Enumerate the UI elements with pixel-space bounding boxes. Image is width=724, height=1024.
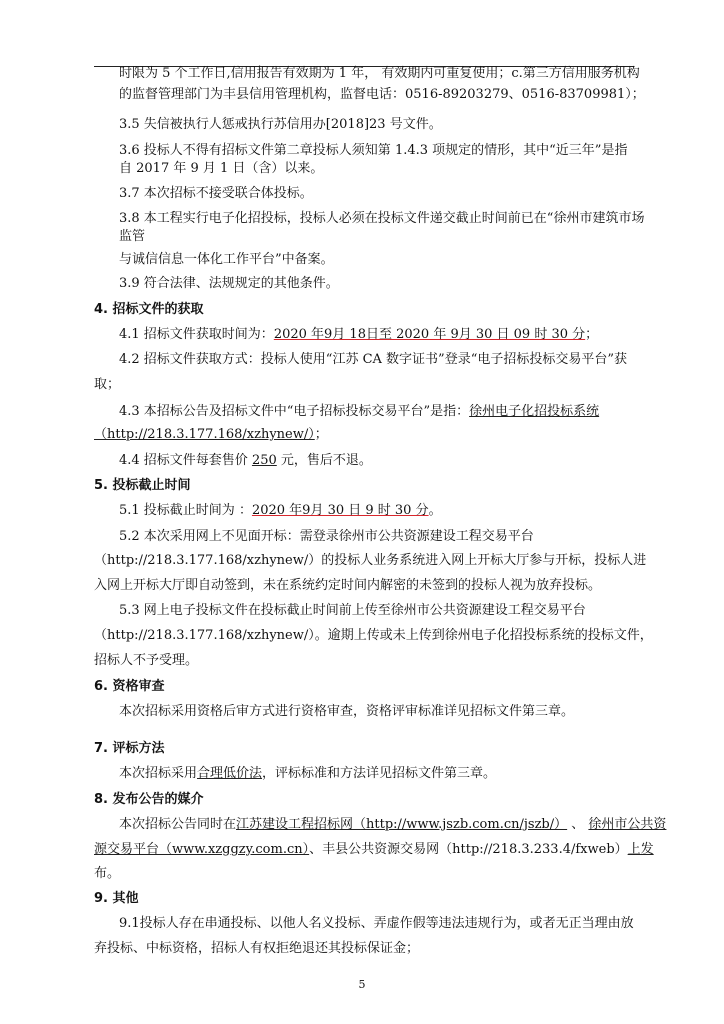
- text-line: 时限为 5 个工作日,信用报告有效期为 1 年， 有效期内可重复使用；c.第三方信用服务机构: [119, 66, 640, 81]
- text-line: 本次招标采用合理低价法，评标标准和方法详见招标文件第三章。: [119, 766, 497, 781]
- text-line: 的监督管理部门为丰县信用管理机构，监督电话：0516-89203279、0516-83709981）；: [119, 87, 645, 102]
- section-heading-5: 5. 投标截止时间: [94, 478, 191, 493]
- section-heading-4: 4. 招标文件的获取: [94, 302, 204, 317]
- page-number: 5: [358, 978, 366, 991]
- section-heading-9: 9. 其他: [94, 891, 139, 906]
- text-line: 4.3 本招标公告及招标文件中“电子招标投标交易平台”是指：徐州电子化招投标系统: [119, 404, 600, 419]
- text-line: （http://218.3.177.168/xzhynew/）；: [94, 427, 328, 442]
- section-heading-8: 8. 发布公告的媒介: [94, 792, 204, 807]
- text-line: 本次招标采用资格后审方式进行资格审查，资格评审标准详见招标文件第三章。: [119, 704, 575, 719]
- text-line: 取；: [94, 377, 121, 392]
- text-line: 自 2017 年 9 月 1 日（含）以来。: [119, 161, 324, 176]
- fxweb-tail: 上发: [627, 842, 654, 857]
- platform-url-link[interactable]: （http://218.3.177.168/xzhynew/）: [94, 427, 315, 442]
- section-heading-7: 7. 评标方法: [94, 741, 165, 756]
- jszb-link[interactable]: 江苏建设工程招标网（http://www.jszb.com.cn/jszb/）: [236, 817, 568, 832]
- evaluation-method: 合理低价法: [197, 766, 263, 781]
- text-line: 5.2 本次采用网上不见面开标：需登录徐州市公共资源建设工程交易平台: [119, 529, 534, 544]
- text-line: 3.6 投标人不得有招标文件第二章投标人须知第 1.4.3 项规定的情形，其中“近三年”是指: [119, 143, 628, 158]
- deadline-highlight: 2020 年9月 30 日 9 时 30 分: [251, 503, 429, 518]
- price-value: 250: [251, 453, 277, 468]
- text-line: 5.3 网上电子投标文件在投标截止时间前上传至徐州市公共资源建设工程交易平台: [119, 603, 586, 618]
- text-line: 布。: [94, 866, 121, 881]
- xzggzy-link-part2[interactable]: 源交易平台（www.xzggzy.com.cn）: [94, 842, 310, 857]
- text-line: 4.2 招标文件获取方式：投标人使用“江苏 CA 数字证书”登录“电子招标投标交易平台”获: [119, 352, 627, 367]
- section-heading-6: 6. 资格审查: [94, 679, 165, 694]
- text-line: 3.5 失信被执行人惩戒执行苏信用办[2018]23 号文件。: [119, 117, 442, 132]
- date-range-highlight: 2020 年9月 18日至 2020 年 9月 30 日 09 时 30 分: [273, 327, 586, 342]
- text-line: 与诚信信息一体化工作平台”中备案。: [119, 252, 334, 267]
- text-line: 4.1 招标文件获取时间为：2020 年9月 18日至 2020 年 9月 30 日 09 时 30 分；: [119, 327, 599, 342]
- text-line: （http://218.3.177.168/xzhynew/）。逾期上传或未上传到徐州电子化招投标系统的投标文件，: [94, 628, 653, 643]
- text-line: 源交易平台（www.xzggzy.com.cn）、丰县公共资源交易网（http://218.3.233.4/fxweb）上发: [94, 842, 654, 857]
- text-line: 3.8 本工程实行电子化招投标，投标人必须在投标文件递交截止时间前已在“徐州市建筑市场: [119, 211, 645, 226]
- text-line: 9.1投标人存在串通投标、以他人名义投标、弄虚作假等违法违规行为，或者无正当理由放: [119, 916, 634, 931]
- text-line: 监管: [119, 229, 146, 244]
- text-line: 入网上开标大厅即自动签到，未在系统约定时间内解密的未签到的投标人视为放弃投标。: [94, 578, 602, 593]
- text-line: （http://218.3.177.168/xzhynew/）的投标人业务系统进入网上开标大厅参与开标，投标人进: [94, 553, 647, 568]
- text-line: 本次招标公告同时在江苏建设工程招标网（http://www.jszb.com.cn/jszb/） 、 徐州市公共资: [119, 817, 667, 832]
- platform-name-link[interactable]: 徐州电子化招投标系统: [469, 404, 600, 419]
- text-line: 3.9 符合法律、法规规定的其他条件。: [119, 276, 339, 291]
- text-line: 3.7 本次招标不接受联合体投标。: [119, 186, 313, 201]
- xzggzy-link-part1[interactable]: 徐州市公共资: [588, 817, 667, 832]
- text-line: 招标人不予受理。: [94, 653, 199, 668]
- text-line: 4.4 招标文件每套售价 250 元，售后不退。: [119, 453, 372, 468]
- text-line: 弃投标、中标资格，招标人有权拒绝退还其投标保证金；: [94, 941, 420, 956]
- text-line: 5.1 投标截止时间为 ：2020 年9月 30 日 9 时 30 分。: [119, 503, 442, 518]
